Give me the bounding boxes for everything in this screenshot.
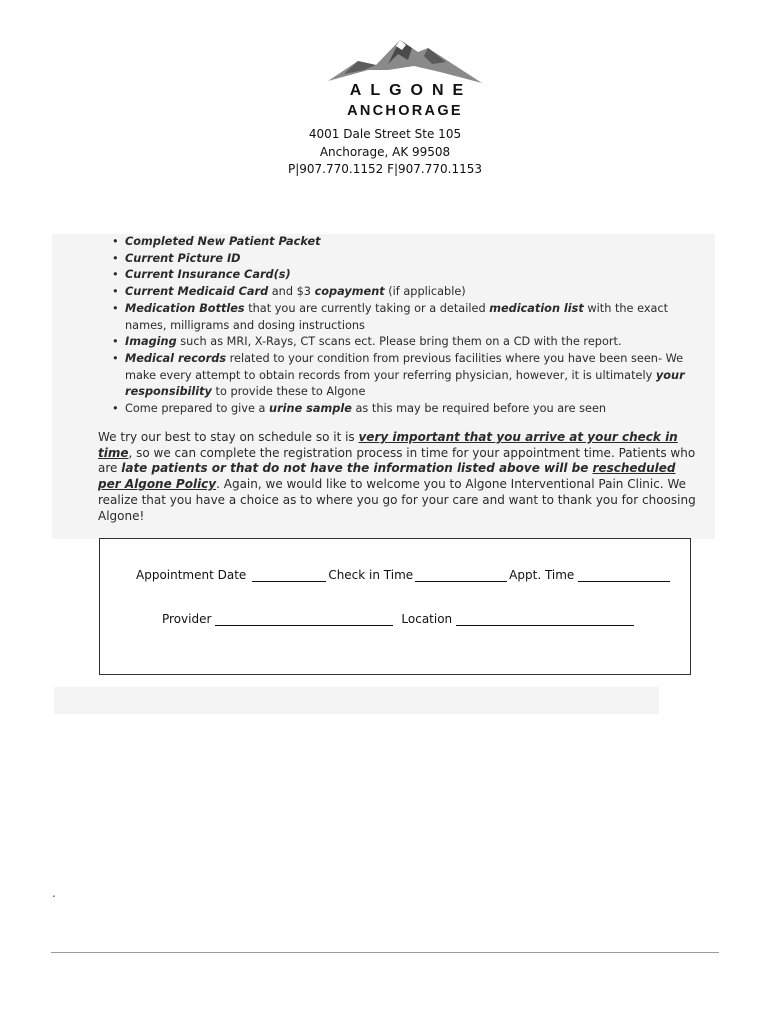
appointment-date-label: Appointment Date [136,568,247,582]
list-item: • Medication Bottles that you are currently taking or a detailed medication list with the exact names, milligrams and dosing instructions [112,301,697,334]
check-in-time-field[interactable] [415,569,507,582]
location-label: Location [401,612,453,626]
appointment-date-field[interactable] [252,569,326,582]
list-item: • Current Insurance Card(s) [112,267,697,284]
list-item: • Completed New Patient Packet [112,234,697,251]
page-dot: . [52,886,56,900]
requirements-list [112,234,697,418]
mountain-logo-icon [328,36,482,86]
provider-label: Provider [162,612,212,626]
list-item: • Medical records related to your condition from previous facilities where you have been seen- We make every attempt to obtain records from your referring physician, however, it is ultimately your responsibility to provide these to Algone [112,351,697,401]
address-street: 4001 Dale Street Ste 105 [308,127,462,141]
appointment-row [136,568,672,582]
requirements-panel [52,234,715,539]
check-in-time-label: Check in Time [328,568,414,582]
list-item: • Current Picture ID [112,251,697,268]
address-city: Anchorage, AK 99508 [319,145,451,159]
appt-time-label: Appt. Time [509,568,575,582]
list-item: • Imaging such as MRI, X-Rays, CT scans ect. Please bring them on a CD with the report. [112,334,697,351]
location-field[interactable] [456,613,634,626]
provider-row [162,612,636,626]
list-item: • Come prepared to give a urine sample as this may be required before you are seen [112,401,697,418]
provider-field[interactable] [215,613,393,626]
appointment-form [99,538,691,675]
appt-time-field[interactable] [578,569,670,582]
list-item: • Current Medicaid Card and $3 copayment (if applicable) [112,284,697,301]
algone-logo [320,36,490,122]
footer-divider [51,952,719,953]
phone-fax: P|907.770.1152 F|907.770.1153 [288,162,482,176]
brand-name: ALGONE [349,82,473,99]
shaded-strip [54,687,659,714]
brand-city: ANCHORAGE [347,103,463,119]
schedule-notice: We try our best to stay on schedule so it is very important that you arrive at your check in time, so we can complete the registration process in time for your appointment time. Patients who are late patients or that do not have the information listed above will be rescheduled per Algone Policy. Again, we would like to welcome you to Algone Interventional Pain Clinic. We realize that you have a choice as to where you go for your care and want to thank you for choosing Algone! [98,430,696,523]
